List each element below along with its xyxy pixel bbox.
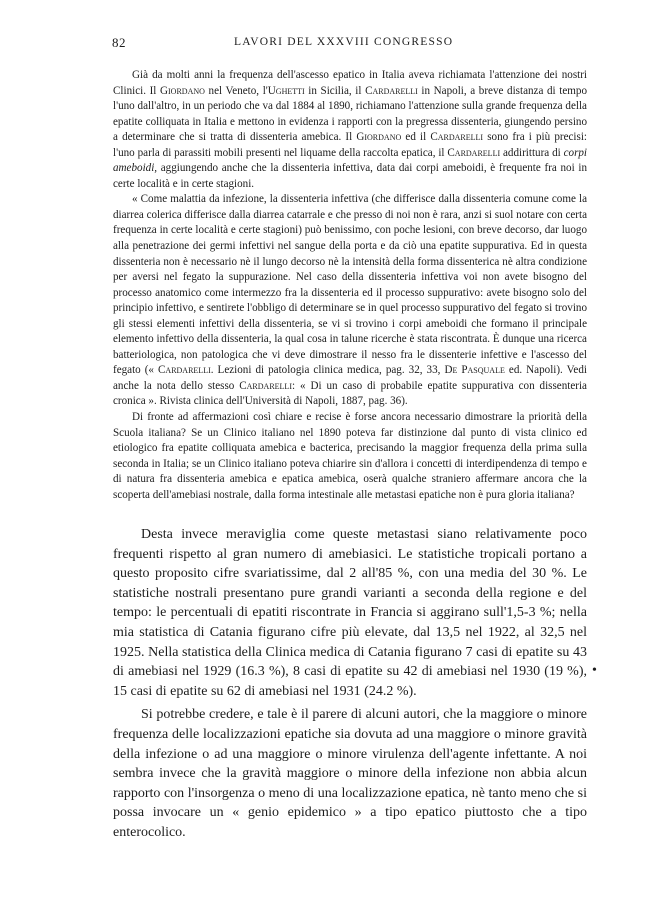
running-title: LAVORI DEL XXXVIII CONGRESSO: [234, 36, 454, 48]
main-text: [113, 525, 587, 847]
author-name: Ughetti: [267, 84, 305, 97]
margin-mark: •: [592, 663, 597, 678]
author-name: Cardarelli: [447, 146, 501, 159]
emphasis: corpi ameboidi,: [113, 146, 588, 175]
quote-paragraph: Di fronte ad affermazioni così chiare e recise è forse ancora necessario dimostrare la priorità della Scuola italiana? Se un Clinico italiano nel 1890 poteva far distinzione dal punto di vista clinico ed etiologico fra epatite colliquata amebica e bacterica, precisando la maggior frequenza della prima sulla seconda in Italia; se un Clinico italiano poteva chiarire sin d'allora i concetti di interdipendenza di tempo e di natura fra dissenteria amebica e epatica amebica, oserà qualche straniero affermare ancora che la scoperta dell'amebiasi nostrale, dalla forma intestinale alle metastasi epatiche non è pura gloria italiana?: [113, 411, 587, 501]
quote-paragraph: Già da molti anni la frequenza dell'ascesso epatico in Italia aveva richiamata l'attenzione dei nostri Clinici. Il Giordano nel Veneto, l'Ughetti in Sicilia, il Cardarelli in Napoli, a breve distanza di tempo l'uno dall'altro, in un periodo che va dal 1884 al 1890, richiamano l'attenzione sulla grande frequenza della epatite colliquata in Italia e mettono in evidenza i rapporti con la pregressa dissenteria, giungendo persino a determinare che si tratta di dissenteria amebica. Il Giordano ed il Cardarelli sono fra i più precisi: l'uno parla di parassiti mobili presenti nel liquame della raccolta epatica, il Cardarelli addirittura di corpi ameboidi, aggiungendo anche che la dissenteria infettiva, data dai corpi ameboidi, è frequente fra noi in certe località e in certe stagioni.: [113, 69, 588, 190]
body-paragraph: Desta invece meraviglia come queste metastasi siano relativamente poco frequenti rispetto al gran numero di amebiasici. Le statistiche tropicali portano a questo proposito cifre svariatissime, dal 2 all'85 %, con una media del 30 %. Le statistiche nostrali presentano pure grandi varianti a seconda della regione e del tempo: le percentuali di epatiti riscontrate in Francia si aggirano sull'1,5-3 %; nella mia statistica di Catania figurano cifre più elevate, dal 13,5 nel 1922, al 32,5 nel 1925. Nella statistica della Clinica medica di Catania figurano 7 casi di epatite su 43 di amebiasi nel 1929 (16.3 %), 8 casi di epatite su 42 di amebiasi nel 1930 (19 %), 15 casi di epatite su 62 di amebiasi nel 1931 (24.2 %).: [113, 527, 587, 699]
page-number: 82: [112, 35, 126, 50]
quote-paragraph: « Come malattia da infezione, la dissenteria infettiva (che differisce dalla dissenteria comune come la diarrea colerica differisce dalla diarrea catarrale e che presso di noi non è rara, anzi si suol notare con certa frequenza in certe località e certe stagioni) può benissimo, con poche lesioni, con breve decorso, dar luogo alla penetrazione dei germi infettivi nel sangue della porta e da ciò una epatite suppurativa. Ed in questa dissenteria non è necessario nè il lungo decorso nè la intensità della forma dissenterica nè altra condizione per aversi nel fegato la suppurazione. Nel caso della dissenteria infettiva voi non avete bisogno del processo anatomico come intermezzo fra la dissenteria ed il processo suppurativo: avete bisogno solo del principio infettivo, e sentirete l'obbligo di determinare se in quel processo suppurativo del fegato si trovino gli stessi elementi infettivi della dissenteria, se vi si trovino i corpi ameboidi che formano il principale elemento infettivo della dissenteria, la qual cosa in talune ricerche è stata riscontrata. È dunque una ricerca batteriologica, non patologica che vi deve dimostrare il nesso fra le dissenterie infettive e l'ascesso del fegato (« Cardarelli. Lezioni di patologia clinica medica, pag. 32, 33, De Pasquale ed. Napoli). Vedi anche la nota dello stesso Cardarelli: « Di un caso di probabile epatite suppurativa con dissenteria cronica ». Rivista clinica dell'Università di Napoli, 1887, pag. 36).: [113, 193, 587, 408]
body-paragraph: Si potrebbe credere, e tale è il parere di alcuni autori, che la maggiore o minore frequenza delle localizzazioni epatiche sia dovuta ad una maggiore o minore gravità della infezione o ad una maggiore o minore virulenza dell'agente infettante. A noi sembra invece che la gravità maggiore o minore della infezione non abbia alcun rapporto con l'insorgenza o meno di una localizzazione epatica, nè tanto meno che si possa invocare un « genio epidemico » a tipo epatico piuttosto che a tipo enterocolico.: [113, 707, 587, 840]
quoted-passage: [113, 68, 587, 503]
author-name: Cardarelli.: [158, 364, 214, 377]
author-name: Cardarelli: [430, 131, 484, 144]
author-name: Cardarelli:: [239, 379, 296, 392]
author-name: Giordano: [160, 84, 205, 97]
author-name: Giordano: [356, 131, 402, 144]
author-name: Cardarelli: [365, 84, 418, 97]
author-name: De Pasquale: [444, 364, 505, 377]
